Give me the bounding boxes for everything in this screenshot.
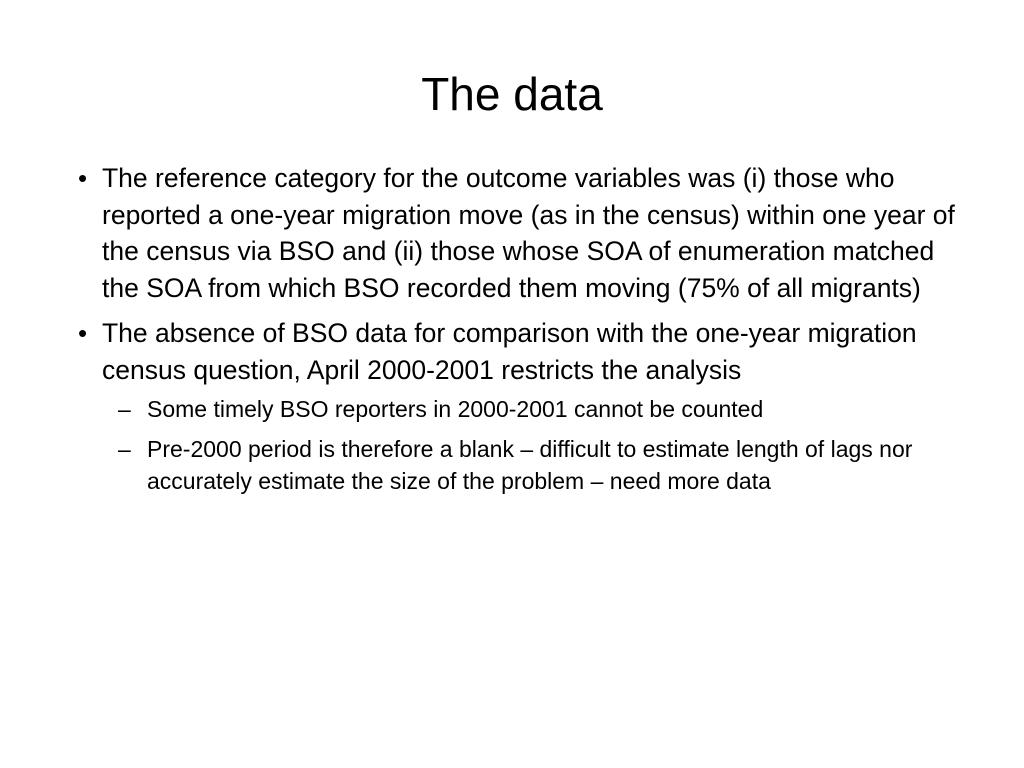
dash-marker: –	[118, 396, 131, 422]
sub-bullet-item	[102, 433, 978, 497]
bullet-marker: •	[78, 163, 88, 193]
sub-bullet-text: Some timely BSO reporters in 2000-2001 cannot be counted	[147, 396, 764, 422]
sub-bullet-item	[102, 393, 978, 425]
bullet-item	[78, 315, 978, 497]
sub-bullet-text: Pre-2000 period is therefore a blank – difficult to estimate length of lags nor accurately estimate the size of the problem – need more data	[147, 436, 913, 494]
bullet-item	[78, 160, 978, 306]
sub-bullet-list	[102, 393, 978, 497]
bullet-text: The absence of BSO data for comparison with the one-year migration census question, April 2000-2001 restricts the analysis	[102, 318, 917, 385]
bullet-list	[78, 160, 978, 506]
dash-marker: –	[118, 436, 131, 462]
bullet-text: The reference category for the outcome variables was (i) those who reported a one-year migration move (as in the census) within one year of the census via BSO and (ii) those whose SOA of enumeration matched the SOA from which BSO recorded them moving (75% of all migrants)	[102, 163, 955, 303]
bullet-marker: •	[78, 318, 88, 348]
slide-title: The data	[421, 68, 603, 120]
